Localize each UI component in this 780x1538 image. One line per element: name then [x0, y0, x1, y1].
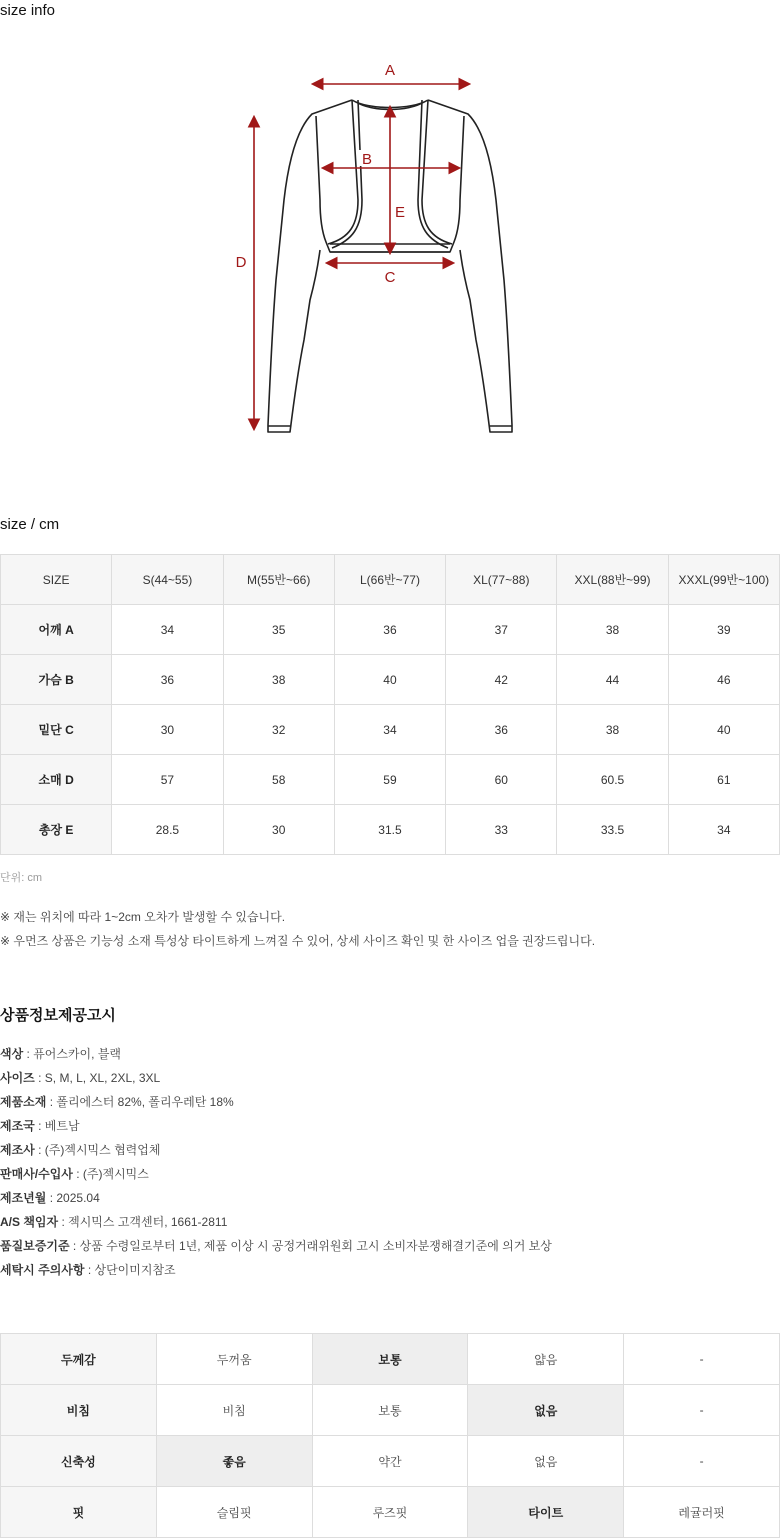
label-b: B: [361, 151, 373, 168]
info-key: 품질보증기준: [0, 1239, 70, 1253]
product-info-title: 상품정보제공고시: [0, 1007, 116, 1024]
table-row: [1, 1436, 780, 1487]
info-value: : (주)젝시믹스: [72, 1167, 149, 1181]
table-cell: 30: [112, 705, 223, 755]
feel-option: 슬림핏: [156, 1487, 312, 1538]
table-cell: 34: [668, 805, 779, 855]
table-cell: 58: [223, 755, 334, 805]
table-cell: 35: [223, 605, 334, 655]
row-header: 밑단 C: [1, 705, 112, 755]
table-cell: 33.5: [557, 805, 668, 855]
measurement-note: ※ 재는 위치에 따라 1~2cm 오차가 발생할 수 있습니다.: [0, 910, 286, 924]
product-info-list: [0, 1043, 552, 1283]
table-row: [1, 1334, 780, 1385]
table-cell: 42: [446, 655, 557, 705]
row-header: 총장 E: [1, 805, 112, 855]
unit-note: 단위: cm: [0, 872, 43, 884]
feel-option-selected: 보통: [312, 1334, 468, 1385]
table-cell: 36: [446, 705, 557, 755]
info-value: : 젝시믹스 고객센터, 1661-2811: [58, 1215, 228, 1229]
info-key: 제조국: [0, 1119, 35, 1133]
header-cell: L(66반~77): [334, 555, 445, 605]
row-header: 비침: [1, 1385, 157, 1436]
info-value: : 베트남: [34, 1119, 80, 1133]
info-value: : 폴리에스터 82%, 폴리우레탄 18%: [46, 1095, 234, 1109]
label-d: D: [235, 254, 247, 271]
header-cell: M(55반~66): [223, 555, 334, 605]
size-table-header-row: [1, 555, 780, 605]
feel-option: 두꺼움: [156, 1334, 312, 1385]
table-cell: 60.5: [557, 755, 668, 805]
feel-option: 비침: [156, 1385, 312, 1436]
info-key: 판매사/수입사: [0, 1167, 73, 1181]
measurement-arrows: [254, 84, 468, 428]
table-cell: 60: [446, 755, 557, 805]
table-cell: 44: [557, 655, 668, 705]
list-item: [0, 1115, 552, 1139]
list-item: [0, 1067, 552, 1091]
list-item: [0, 1139, 552, 1163]
feel-option: 얇음: [468, 1334, 624, 1385]
table-cell: 61: [668, 755, 779, 805]
table-row: [1, 605, 780, 655]
list-item: [0, 1091, 552, 1115]
info-key: 색상: [0, 1047, 24, 1061]
feel-option: 약간: [312, 1436, 468, 1487]
table-row: [1, 705, 780, 755]
table-cell: 59: [334, 755, 445, 805]
header-cell: XXXL(99반~100): [668, 555, 779, 605]
table-cell: 37: [446, 605, 557, 655]
feel-option: 레귤러핏: [624, 1487, 780, 1538]
info-key: 제품소재: [0, 1095, 47, 1109]
table-cell: 40: [334, 655, 445, 705]
header-cell: XXL(88반~99): [557, 555, 668, 605]
info-key: 제조년월: [0, 1191, 47, 1205]
row-header: 어깨 A: [1, 605, 112, 655]
table-cell: 28.5: [112, 805, 223, 855]
header-cell: SIZE: [1, 555, 112, 605]
row-header: 핏: [1, 1487, 157, 1538]
table-cell: 38: [557, 705, 668, 755]
feel-option-selected: 타이트: [468, 1487, 624, 1538]
info-value: : 퓨어스카이, 블랙: [23, 1047, 122, 1061]
info-key: 사이즈: [0, 1071, 35, 1085]
feel-option: -: [624, 1334, 780, 1385]
list-item: [0, 1211, 552, 1235]
table-cell: 31.5: [334, 805, 445, 855]
label-c: C: [384, 269, 396, 286]
info-value: : S, M, L, XL, 2XL, 3XL: [34, 1071, 161, 1085]
table-cell: 34: [334, 705, 445, 755]
size-info-title: size info: [0, 2, 56, 19]
info-key: 제조사: [0, 1143, 35, 1157]
row-header: 두께감: [1, 1334, 157, 1385]
info-value: : 2025.04: [46, 1191, 100, 1205]
feel-option: 없음: [468, 1436, 624, 1487]
row-header: 가슴 B: [1, 655, 112, 705]
row-header: 소매 D: [1, 755, 112, 805]
size-table-title: size / cm: [0, 516, 60, 533]
list-item: [0, 1187, 552, 1211]
info-value: : 상품 수령일로부터 1년, 제품 이상 시 공정거래위원회 고시 소비자분쟁해결기준에 의거 보상: [69, 1239, 552, 1253]
feel-option: 보통: [312, 1385, 468, 1436]
table-cell: 34: [112, 605, 223, 655]
info-value: : 상단이미지참조: [84, 1263, 176, 1277]
table-cell: 36: [112, 655, 223, 705]
table-row: [1, 655, 780, 705]
table-cell: 46: [668, 655, 779, 705]
feel-option: -: [624, 1436, 780, 1487]
table-row: [1, 755, 780, 805]
feel-option: 루즈핏: [312, 1487, 468, 1538]
list-item: [0, 1163, 552, 1187]
garment-measurement-diagram: [0, 40, 780, 460]
size-up-note: ※ 우먼즈 상품은 기능성 소재 특성상 타이트하게 느껴질 수 있어, 상세 사이즈 확인 및 한 사이즈 업을 권장드립니다.: [0, 934, 596, 948]
label-a: A: [384, 62, 396, 79]
table-row: [1, 1385, 780, 1436]
list-item: [0, 1259, 552, 1283]
feel-option-selected: 없음: [468, 1385, 624, 1436]
header-cell: S(44~55): [112, 555, 223, 605]
header-cell: XL(77~88): [446, 555, 557, 605]
table-row: [1, 1487, 780, 1538]
feel-option: -: [624, 1385, 780, 1436]
table-cell: 36: [334, 605, 445, 655]
info-value: : (주)젝시믹스 협력업체: [34, 1143, 161, 1157]
info-key: A/S 책임자: [0, 1215, 59, 1229]
info-key: 세탁시 주의사항: [0, 1263, 85, 1277]
table-cell: 40: [668, 705, 779, 755]
label-e: E: [394, 204, 406, 221]
table-cell: 33: [446, 805, 557, 855]
list-item: [0, 1043, 552, 1067]
list-item: [0, 1235, 552, 1259]
table-cell: 38: [223, 655, 334, 705]
size-table: [0, 554, 780, 855]
fabric-feel-table: [0, 1333, 780, 1538]
table-cell: 39: [668, 605, 779, 655]
feel-option-selected: 좋음: [156, 1436, 312, 1487]
table-cell: 57: [112, 755, 223, 805]
table-cell: 38: [557, 605, 668, 655]
row-header: 신축성: [1, 1436, 157, 1487]
table-cell: 30: [223, 805, 334, 855]
table-cell: 32: [223, 705, 334, 755]
table-row: [1, 805, 780, 855]
